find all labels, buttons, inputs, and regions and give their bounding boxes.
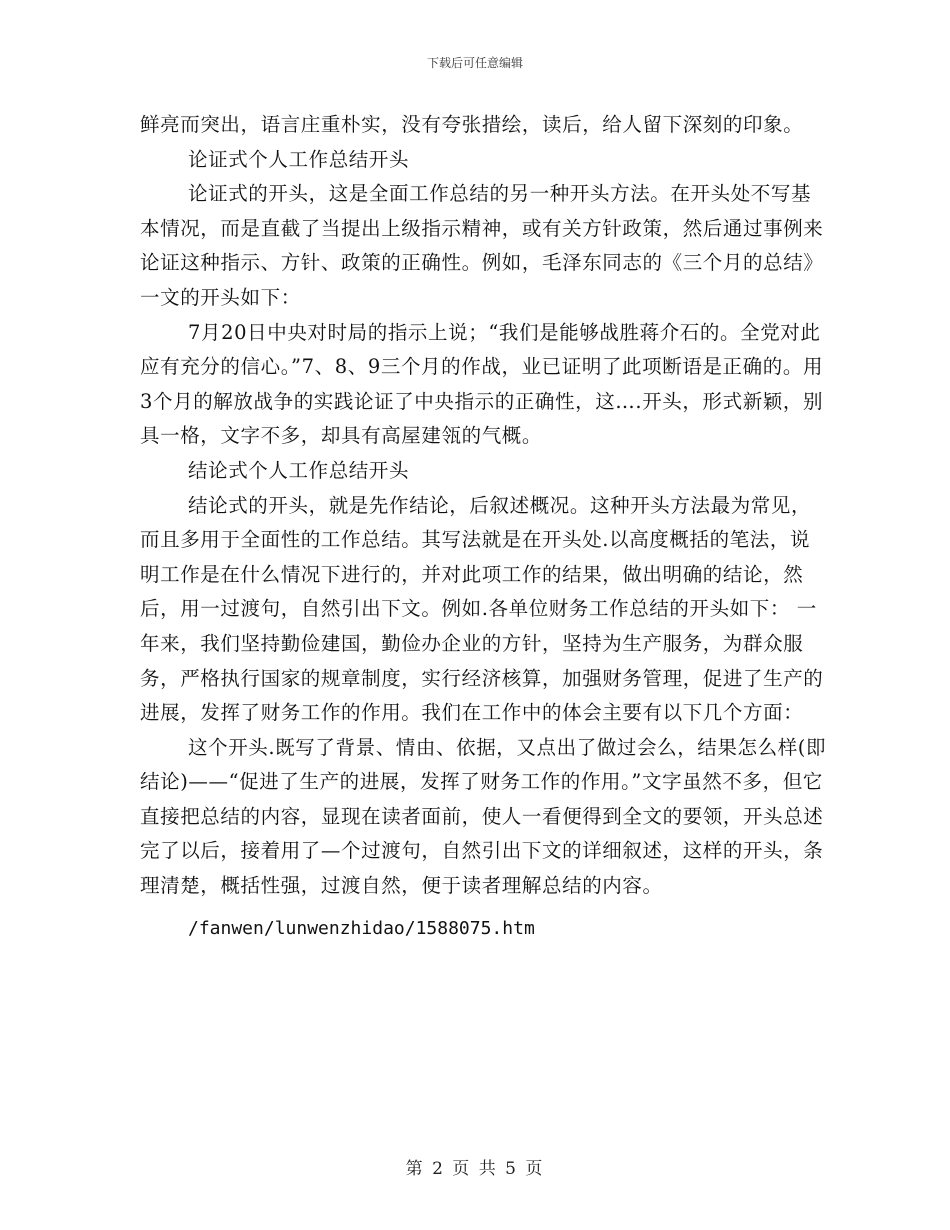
paragraph-example-quote: 7月20日中央对时局的指示上说；“我们是能够战胜蒋介石的。全党对此应有充分的信心。”7、8、9三个月的作战，业已证明了此项断语是正确的。用3个月的解放战争的实践论证了中央指示的正确性，这….开头，形式新颖，别具一格，文字不多，却具有高屋建瓴的气概。 [140, 320, 824, 448]
paragraph-argumentative-intro: 论证式的开头，这是全面工作总结的另一种开头方法。在开头处不写基本情况，而是直截了当提出上级指示精神，或有关方针政策，然后通过事例来论证这种指示、方针、政策的正确性。例如，毛泽东同志的《三个月的总结》一文的开头如下： [140, 182, 824, 309]
page-header: 下载后可任意编辑 [426, 56, 523, 70]
section-heading-argumentative: 论证式个人工作总结开头 [188, 147, 410, 171]
section-heading-conclusive: 结论式个人工作总结开头 [188, 458, 410, 482]
paragraph-continuation: 鲜亮而突出，语言庄重朴实，没有夸张措绘，读后，给人留下深刻的印象。 [140, 113, 804, 136]
page-footer: 第 2 页 共 5 页 [405, 1159, 545, 1179]
paragraph-conclusive-analysis: 这个开头.既写了背景、情由、依据，又点出了做过会么，结果怎么样(即结论)——“促进了生产的进展，发挥了财务工作的作用。”文字虽然不多，但它直接把总结的内容，显现在读者面前，使人一看便得到全文的要领，开头总述完了以后，接着用了—个过渡句，自然引出下文的详细叙述，这样的开头，条理清楚，概括性强，过渡自然，便于读者理解总结的内容。 [140, 735, 827, 898]
document-body [140, 108, 830, 946]
paragraph-conclusive-intro: 结论式的开头，就是先作结论，后叙述概况。这种开头方法最为常见，而且多用于全面性的工作总结。其写法就是在开头处.以高度概括的笔法，说明工作是在什么情况下进行的，并对此项工作的结果，做出明确的结论，然后，用一过渡句，自然引出下文。例如.各单位财务工作总结的开头如下： 一年来，我们坚持勤俭建国，勤俭办企业的方针，坚持为生产服务，为群众服务，严格执行国家的规章制度，实行经济核算，加强财务管理，促进了生产的进展，发挥了财务工作的作用。我们在工作中的体会主要有以下几个方面： [140, 493, 824, 725]
source-url: /fanwen/lunwenzhidao/1588075.htm [188, 917, 535, 939]
